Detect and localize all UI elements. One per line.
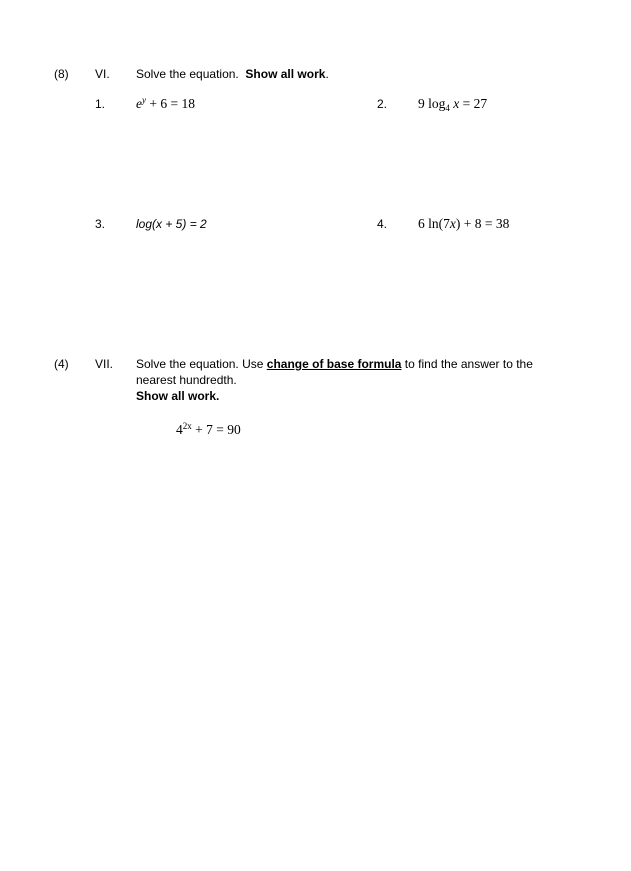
section7-base: 4	[176, 422, 183, 437]
problem-2-subscript: 4	[445, 103, 450, 113]
section6-roman-numeral: VI.	[95, 67, 110, 81]
section7-instruction-post: to find the answer to the	[401, 357, 533, 371]
problem-4-pre: 6 ln(7	[418, 216, 450, 231]
problem-2-pre: 9 log	[418, 96, 446, 111]
section7-instruction-bold: Show all work.	[136, 389, 220, 403]
section7-instruction-line1	[136, 357, 533, 372]
problem-1-number: 1.	[95, 97, 106, 111]
problem-2-variable: x	[453, 96, 460, 111]
problem-1-equation	[136, 96, 195, 111]
section6-instruction	[136, 67, 329, 82]
section7-points: (4)	[54, 357, 69, 371]
problem-4-equation	[418, 216, 509, 231]
section7-equation	[176, 422, 241, 437]
section6-points: (8)	[54, 67, 69, 81]
problem-4-rest: ) + 8 = 38	[455, 216, 510, 231]
section7-roman-numeral: VII.	[95, 357, 114, 371]
problem-3-number: 3.	[95, 217, 106, 231]
problem-1-rest: + 6 = 18	[146, 96, 195, 111]
problem-2-number: 2.	[377, 97, 388, 111]
section7-instruction-line2: nearest hundredth.	[136, 373, 237, 387]
section6-instruction-end: .	[325, 67, 329, 81]
section6-instruction-text: Solve the equation.	[136, 67, 239, 81]
section7-exponent: 2x	[182, 421, 192, 431]
section7-instruction-underlined: change of base formula	[266, 357, 402, 371]
problem-1-base: e	[136, 96, 142, 111]
problem-4-number: 4.	[377, 217, 388, 231]
problem-1-exponent: y	[142, 95, 146, 105]
problem-2-equation	[418, 96, 487, 111]
section6-instruction-bold: Show all work	[245, 67, 326, 81]
problem-4-variable: x	[449, 216, 456, 231]
section7-rest: + 7 = 90	[191, 422, 241, 437]
problem-2-rest: = 27	[459, 96, 488, 111]
problem-3-equation: log(x + 5) = 2	[136, 217, 207, 231]
section7-instruction-pre: Solve the equation. Use	[136, 357, 267, 371]
